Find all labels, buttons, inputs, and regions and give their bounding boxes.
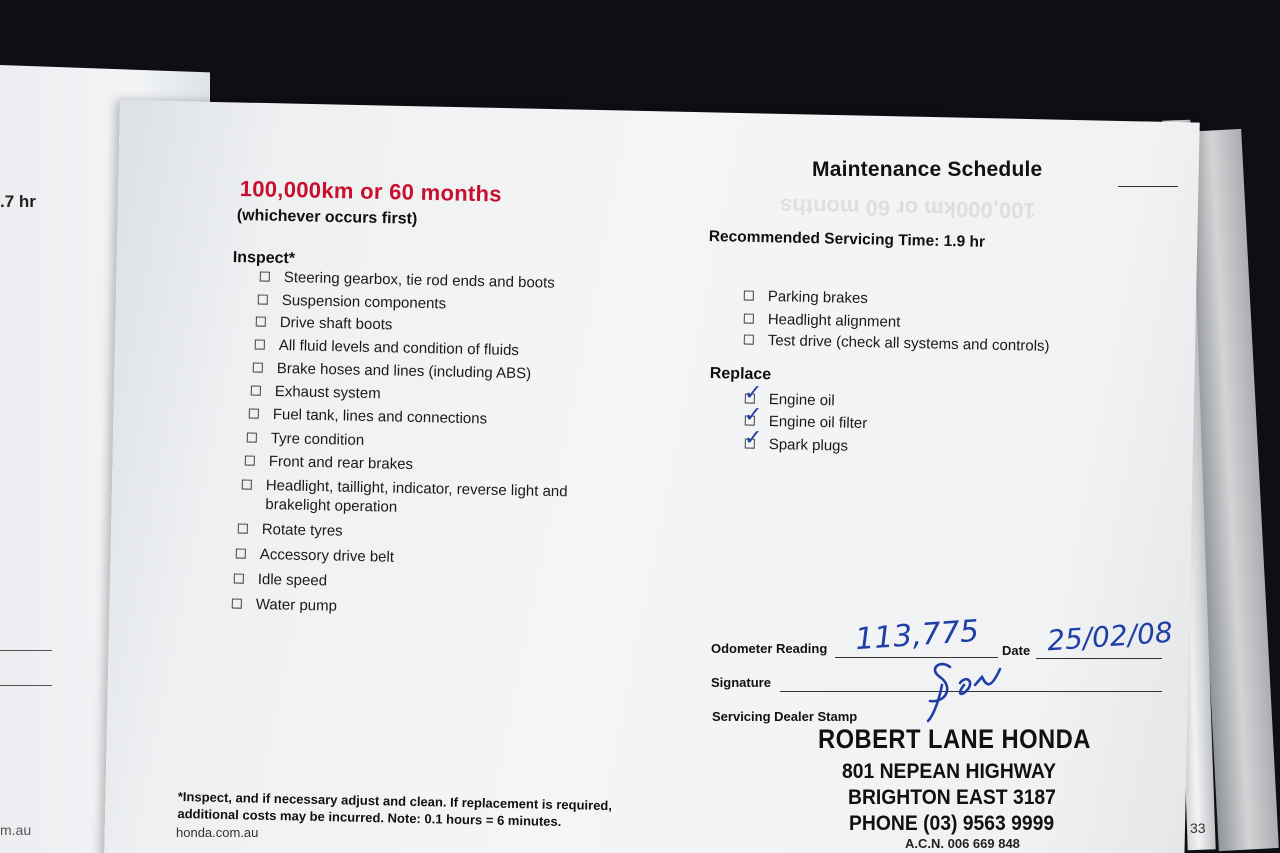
- inspect-title: Inspect*: [232, 249, 296, 268]
- inspect-item: Accessory drive belt: [260, 545, 395, 567]
- left-page-rule: [0, 650, 52, 651]
- inspect-item: Headlight alignment: [768, 310, 901, 332]
- inspect-item: Rotate tyres: [262, 520, 343, 541]
- inspect-item: Idle speed: [258, 570, 328, 590]
- checkbox[interactable]: [256, 316, 266, 326]
- checkbox[interactable]: [744, 334, 754, 344]
- show-through-text: 100,000km or 60 months: [779, 193, 1036, 224]
- checkbox[interactable]: [260, 271, 270, 281]
- dealer-suburb: BRIGHTON EAST 3187: [848, 786, 1056, 809]
- page-number: 33: [1190, 820, 1206, 836]
- replace-item: ✓ Engine oil: [743, 380, 835, 410]
- interval-heading: 100,000km or 60 months: [239, 176, 503, 207]
- inspect-item: Steering gearbox, tie rod ends and boots: [284, 268, 555, 293]
- checkbox[interactable]: [744, 313, 754, 323]
- schedule-title: Maintenance Schedule: [812, 158, 1043, 181]
- checkbox[interactable]: [744, 290, 754, 300]
- checkbox[interactable]: [234, 573, 244, 583]
- dealer-phone: PHONE (03) 9563 9999: [849, 812, 1055, 835]
- date-value[interactable]: 25/02/08: [1046, 615, 1174, 658]
- checkbox[interactable]: [242, 479, 252, 489]
- inspect-item: Test drive (check all systems and controls): [768, 331, 1050, 356]
- date-label: Date: [1002, 643, 1031, 658]
- inspect-item: Parking brakes: [768, 287, 868, 308]
- date-rule: [1036, 658, 1162, 659]
- servicing-time: Recommended Servicing Time: 1.9 hr: [708, 228, 986, 251]
- odometer-value[interactable]: 113,775: [853, 613, 981, 658]
- dealer-street: 801 NEPEAN HIGHWAY: [842, 760, 1057, 783]
- inspect-item: Brake hoses and lines (including ABS): [277, 359, 532, 383]
- signature-mark: [920, 655, 1015, 725]
- checkbox[interactable]: [249, 408, 259, 418]
- interval-qualifier: (whichever occurs first): [236, 207, 418, 228]
- stamp-label: Servicing Dealer Stamp: [712, 709, 858, 724]
- inspect-item: Drive shaft boots: [280, 313, 393, 334]
- replace-item: ✓ Spark plugs: [743, 425, 849, 455]
- dealer-name: ROBERT LANE HONDA: [818, 724, 1091, 754]
- checkbox[interactable]: [236, 548, 246, 558]
- inspect-item: Fuel tank, lines and connections: [273, 405, 488, 428]
- checkbox[interactable]: [232, 598, 242, 608]
- footer-url: honda.com.au: [176, 825, 259, 840]
- left-page-rule: [0, 685, 52, 686]
- checkbox[interactable]: [238, 523, 248, 533]
- left-page-url-fragment: m.au: [0, 822, 32, 838]
- inspect-item: Suspension components: [282, 291, 447, 313]
- inspect-item: Tyre condition: [271, 429, 365, 450]
- inspect-item: Exhaust system: [275, 382, 381, 403]
- checkbox[interactable]: [245, 455, 255, 465]
- footnote: *Inspect, and if necessary adjust and clean. If replacement is required, additional costs may be incurred. Note: 0.1 hours = 6 minutes.: [177, 788, 613, 830]
- inspect-item: Front and rear brakes: [269, 452, 414, 474]
- title-rule: [1118, 186, 1178, 187]
- checkbox[interactable]: [255, 339, 265, 349]
- checkmark-icon: ✓: [743, 402, 763, 428]
- inspect-item: Headlight, taillight, indicator, reverse light and brakelight operation: [265, 476, 626, 522]
- left-page-fragment: .7 hr: [0, 192, 36, 211]
- checkbox[interactable]: [258, 294, 268, 304]
- inspect-item: All fluid levels and condition of fluids: [279, 336, 519, 360]
- dealer-acn: A.C.N. 006 669 848: [905, 836, 1020, 851]
- checkbox[interactable]: [253, 362, 263, 372]
- replace-item: ✓ Engine oil filter: [743, 402, 868, 433]
- replace-title: Replace: [709, 365, 772, 384]
- checkbox[interactable]: [251, 385, 261, 395]
- checkbox[interactable]: [247, 432, 257, 442]
- checkmark-icon: ✓: [743, 380, 763, 406]
- inspect-item: Water pump: [256, 595, 338, 616]
- odometer-label: Odometer Reading: [711, 641, 828, 656]
- checkmark-icon: ✓: [743, 425, 763, 451]
- signature-label: Signature: [711, 675, 771, 690]
